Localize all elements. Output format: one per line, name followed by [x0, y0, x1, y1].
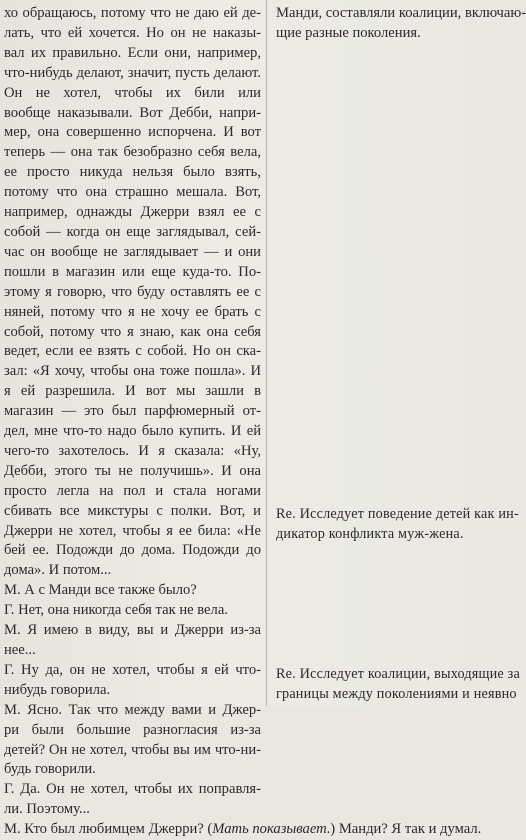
text-line: границы между поколениями и неявно: [276, 685, 517, 702]
text-line: вал их правильно. Если они, например,: [4, 44, 261, 61]
text-line: хо обращаюсь, потому что не даю ей де-: [4, 5, 261, 21]
text-line: сбивать все микстуры с полки. Вот, и: [4, 502, 261, 519]
commentary-note: [276, 665, 518, 704]
text-line: ее просто никуда нельзя было взять,: [4, 164, 261, 181]
text-line: этому я говорю, что буду оставлять ее с: [4, 283, 261, 300]
text-line: бей ее. Подожди до дома. Подожди до: [4, 542, 261, 559]
text-line: детей? Он не хотел, чтобы вы им что-ни-: [4, 741, 261, 758]
text-line: чего-то захотелось. И я сказала: «Ну,: [4, 442, 261, 459]
text-line: ри были большие разногласия из-за: [4, 721, 261, 738]
text-line: [4, 820, 482, 840]
stage-direction: Мать показывает: [212, 821, 327, 838]
text-line: М. Я имею в виду, вы и Джерри из-за: [4, 622, 261, 639]
text-line: собой, потому что я знаю, как она себя: [4, 323, 261, 340]
text-line: Г. Да. Он не хотел, чтобы их поправля-: [4, 781, 261, 798]
text-line: дома». И потом...: [4, 562, 112, 579]
text-line: Re. Исследует коалиции, выходящие за: [276, 666, 520, 682]
text-line: час он вообще не заглядывает — и они: [4, 243, 261, 260]
text-fragment: .) Манди? Я так и думал.: [326, 821, 482, 838]
text-line: потому что она страшно мешала. Вот,: [4, 184, 261, 201]
text-line: Дебби, этого ты не получишь». И она: [4, 462, 261, 479]
text-line: няней, потому что я не хочу ее брать с: [4, 303, 261, 320]
text-line: например, однажды Джерри взял ее с: [4, 204, 261, 221]
text-line: Re. Исследует поведение детей как ин-: [276, 506, 519, 522]
text-line: будь говорили.: [4, 761, 96, 778]
column-divider: [266, 0, 267, 706]
right-column-text: [276, 4, 526, 44]
text-line: Г. Ну да, он не хотел, чтобы я ей что-: [4, 661, 261, 678]
text-line: магазин — это был парфюмерный от-: [4, 403, 261, 420]
text-line: Манди, составляли коалиции, включаю-: [276, 5, 526, 21]
commentary-note: [276, 505, 518, 544]
text-line: ли. Поэтому...: [4, 801, 90, 818]
text-line: Г. Нет, она никогда себя так не вела.: [4, 602, 228, 619]
text-line: Он не хотел, чтобы их били или: [4, 84, 261, 101]
text-line: я ей разрешила. И вот мы зашли в: [4, 383, 261, 400]
text-fragment: М. Кто был любимцем Джерри? (: [4, 821, 213, 838]
text-line: дикатор конфликта муж-жена.: [276, 525, 464, 542]
text-line: мер, она совершенно испорчена. И вот: [4, 124, 261, 141]
text-line: что-нибудь делают, значит, пусть делают.: [4, 64, 261, 81]
text-line: лать, что ей хочется. Но он не наказы-: [4, 24, 261, 41]
text-line: теперь — она так безобразно себя вела,: [4, 144, 261, 161]
text-line: ведет, если ее взять с собой. Но он ска-: [4, 343, 261, 360]
text-line: нее...: [4, 642, 36, 658]
text-line: пошли в магазин или еще куда-то. По-: [4, 263, 261, 280]
text-line: Джерри не хотел, чтобы я ее била: «Не: [4, 522, 261, 539]
text-line: М. А с Манди все также было?: [4, 582, 197, 599]
text-line: щие разные поколения.: [276, 24, 421, 41]
text-line: зал: «Я хочу, чтобы она тоже пошла». И: [4, 363, 261, 380]
text-line: собой — когда он еще заглядывал, сей-: [4, 223, 261, 240]
text-line: просто легла на пол и стала ногами: [4, 482, 261, 499]
text-line: М. Ясно. Так что между вами и Джер-: [4, 701, 261, 718]
text-line: нибудь говорила.: [4, 681, 111, 698]
text-line: дел, мне что-то надо было купить. И ей: [4, 423, 261, 440]
text-line: вообще наказывали. Вот Дебби, напри-: [4, 104, 261, 121]
